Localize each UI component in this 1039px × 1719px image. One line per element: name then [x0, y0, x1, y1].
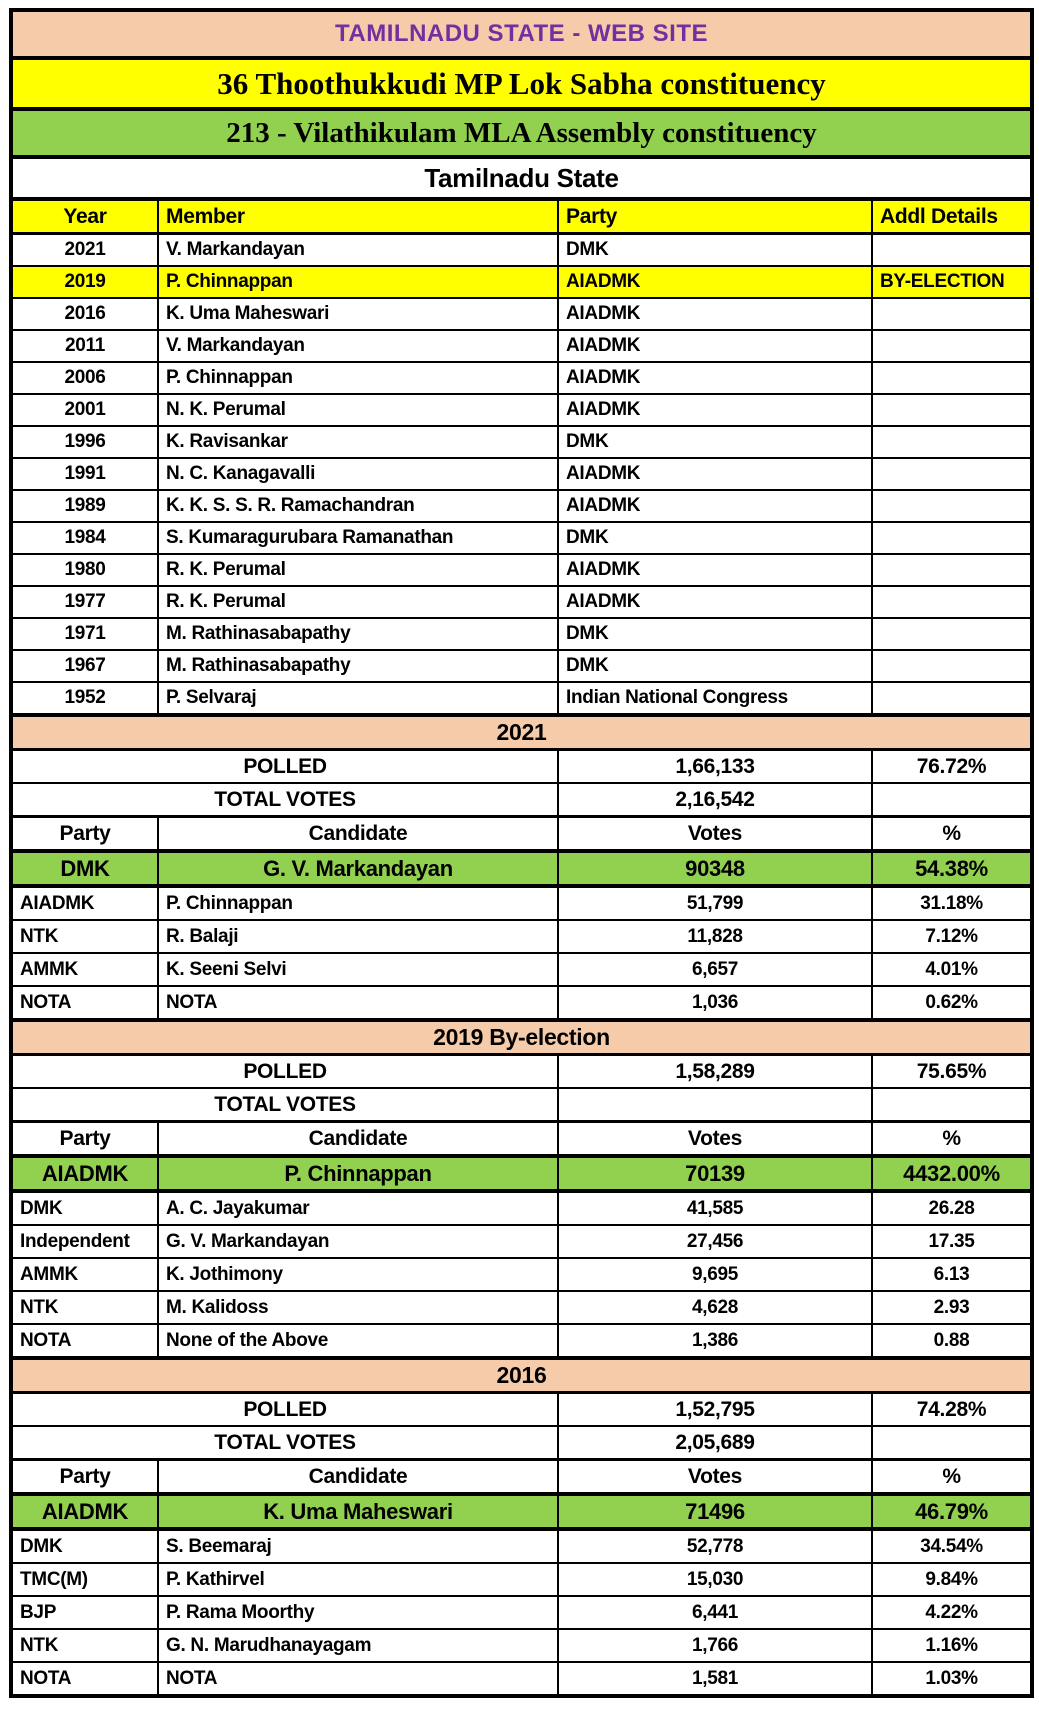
- polled-votes: 1,66,133: [558, 750, 872, 784]
- member-party-cell: AIADMK: [558, 298, 872, 330]
- candidate-party-cell: NTK: [11, 1629, 158, 1662]
- member-party-cell: DMK: [558, 522, 872, 554]
- member-row: [11, 362, 1032, 394]
- polled-pct: 76.72%: [872, 750, 1032, 784]
- candidate-party-cell: DMK: [11, 1191, 158, 1225]
- candidate-name-cell: K. Seeni Selvi: [158, 953, 558, 986]
- member-row: [11, 490, 1032, 522]
- total-votes-label: TOTAL VOTES: [11, 783, 558, 817]
- member-row: [11, 330, 1032, 362]
- candidate-name-cell: NOTA: [158, 986, 558, 1020]
- member-name-cell: N. C. Kanagavalli: [158, 458, 558, 490]
- members-header-cell: Member: [158, 199, 558, 234]
- member-name-cell: V. Markandayan: [158, 234, 558, 267]
- candidate-row: [11, 1258, 1032, 1291]
- candidate-votes-cell: 6,441: [558, 1596, 872, 1629]
- candidate-name-cell: K. Uma Maheswari: [158, 1494, 558, 1529]
- candidate-party-cell: Independent: [11, 1225, 158, 1258]
- candidate-party-cell: AIADMK: [11, 1156, 158, 1191]
- member-row: [11, 554, 1032, 586]
- member-row: [11, 618, 1032, 650]
- member-party-cell: Indian National Congress: [558, 682, 872, 715]
- candidate-row: [11, 920, 1032, 953]
- member-year-cell: 1971: [11, 618, 158, 650]
- candidate-pct-cell: 2.93: [872, 1291, 1032, 1324]
- candidate-row: [11, 1324, 1032, 1358]
- candidate-votes-cell: 71496: [558, 1494, 872, 1529]
- total-votes-label: TOTAL VOTES: [11, 1426, 558, 1460]
- member-row: [11, 650, 1032, 682]
- member-name-cell: S. Kumaragurubara Ramanathan: [158, 522, 558, 554]
- member-addl-cell: [872, 490, 1032, 522]
- candidate-name-cell: P. Kathirvel: [158, 1563, 558, 1596]
- member-row: [11, 682, 1032, 715]
- member-year-cell: 1989: [11, 490, 158, 522]
- member-row: [11, 266, 1032, 298]
- candidate-name-cell: K. Jothimony: [158, 1258, 558, 1291]
- candidate-name-cell: M. Kalidoss: [158, 1291, 558, 1324]
- polled-label: POLLED: [11, 750, 558, 784]
- member-party-cell: AIADMK: [558, 330, 872, 362]
- candidate-pct-cell: 34.54%: [872, 1529, 1032, 1563]
- member-row: [11, 394, 1032, 426]
- site-title-band: [11, 10, 1032, 58]
- total-votes-label: TOTAL VOTES: [11, 1088, 558, 1122]
- candidate-votes-cell: 1,386: [558, 1324, 872, 1358]
- member-addl-cell: [872, 394, 1032, 426]
- candidate-party-cell: BJP: [11, 1596, 158, 1629]
- candidate-row: [11, 986, 1032, 1020]
- candidate-votes-cell: 11,828: [558, 920, 872, 953]
- member-name-cell: R. K. Perumal: [158, 554, 558, 586]
- candidate-name-cell: G. V. Markandayan: [158, 851, 558, 886]
- members-header-cell: Addl Details: [872, 199, 1032, 234]
- polled-label: POLLED: [11, 1393, 558, 1427]
- candidate-pct-cell: 31.18%: [872, 886, 1032, 920]
- candidate-votes-cell: 1,036: [558, 986, 872, 1020]
- candidates-header-cell: Votes: [558, 1122, 872, 1157]
- candidate-votes-cell: 52,778: [558, 1529, 872, 1563]
- candidate-pct-cell: 17.35: [872, 1225, 1032, 1258]
- candidate-pct-cell: 6.13: [872, 1258, 1032, 1291]
- candidate-party-cell: AMMK: [11, 1258, 158, 1291]
- state-name: Tamilnadu State: [11, 157, 1032, 199]
- candidates-header-cell: Party: [11, 1122, 158, 1157]
- candidate-party-cell: AIADMK: [11, 1494, 158, 1529]
- total-votes-row: [11, 1088, 1032, 1122]
- member-year-cell: 2011: [11, 330, 158, 362]
- mla-constituency-title: 213 - Vilathikulam MLA Assembly constituency: [11, 109, 1032, 157]
- member-addl-cell: [872, 554, 1032, 586]
- site-title: TAMILNADU STATE - WEB SITE: [11, 10, 1032, 58]
- polled-pct: 74.28%: [872, 1393, 1032, 1427]
- members-header-cell: Party: [558, 199, 872, 234]
- member-addl-cell: [872, 458, 1032, 490]
- total-votes-row: [11, 783, 1032, 817]
- member-name-cell: K. Ravisankar: [158, 426, 558, 458]
- candidates-header-cell: Candidate: [158, 817, 558, 852]
- member-name-cell: M. Rathinasabapathy: [158, 650, 558, 682]
- election-year-label: 2021: [11, 715, 1032, 750]
- candidate-pct-cell: 54.38%: [872, 851, 1032, 886]
- member-addl-cell: [872, 330, 1032, 362]
- candidate-pct-cell: 46.79%: [872, 1494, 1032, 1529]
- candidate-name-cell: A. C. Jayakumar: [158, 1191, 558, 1225]
- member-party-cell: DMK: [558, 618, 872, 650]
- member-addl-cell: [872, 426, 1032, 458]
- candidate-votes-cell: 90348: [558, 851, 872, 886]
- member-addl-cell: [872, 618, 1032, 650]
- candidate-votes-cell: 9,695: [558, 1258, 872, 1291]
- member-year-cell: 1980: [11, 554, 158, 586]
- table-body: [11, 10, 1032, 1696]
- member-name-cell: V. Markandayan: [158, 330, 558, 362]
- candidate-votes-cell: 51,799: [558, 886, 872, 920]
- candidates-header-cell: Candidate: [158, 1122, 558, 1157]
- member-year-cell: 1977: [11, 586, 158, 618]
- member-name-cell: R. K. Perumal: [158, 586, 558, 618]
- winner-row: [11, 1494, 1032, 1529]
- member-addl-cell: [872, 234, 1032, 267]
- candidate-name-cell: None of the Above: [158, 1324, 558, 1358]
- candidates-header-cell: Votes: [558, 817, 872, 852]
- member-year-cell: 1991: [11, 458, 158, 490]
- member-addl-cell: BY-ELECTION: [872, 266, 1032, 298]
- member-party-cell: AIADMK: [558, 362, 872, 394]
- member-year-cell: 1967: [11, 650, 158, 682]
- candidate-party-cell: NOTA: [11, 1662, 158, 1696]
- results-table: [9, 8, 1034, 1698]
- candidate-pct-cell: 26.28: [872, 1191, 1032, 1225]
- member-row: [11, 522, 1032, 554]
- candidate-name-cell: P. Chinnappan: [158, 1156, 558, 1191]
- polled-pct: 75.65%: [872, 1055, 1032, 1089]
- members-header-cell: Year: [11, 199, 158, 234]
- member-addl-cell: [872, 362, 1032, 394]
- member-party-cell: AIADMK: [558, 586, 872, 618]
- state-name-band: [11, 157, 1032, 199]
- polled-row: [11, 750, 1032, 784]
- winner-row: [11, 1156, 1032, 1191]
- mp-constituency-title: 36 Thoothukkudi MP Lok Sabha constituency: [11, 58, 1032, 109]
- mp-constituency-band: [11, 58, 1032, 109]
- candidate-row: [11, 886, 1032, 920]
- election-year-label: 2019 By-election: [11, 1020, 1032, 1055]
- candidate-name-cell: NOTA: [158, 1662, 558, 1696]
- candidate-party-cell: NTK: [11, 920, 158, 953]
- candidate-name-cell: P. Chinnappan: [158, 886, 558, 920]
- member-year-cell: 1984: [11, 522, 158, 554]
- member-party-cell: DMK: [558, 426, 872, 458]
- member-name-cell: P. Chinnappan: [158, 266, 558, 298]
- member-party-cell: AIADMK: [558, 266, 872, 298]
- member-name-cell: M. Rathinasabapathy: [158, 618, 558, 650]
- candidate-pct-cell: 1.16%: [872, 1629, 1032, 1662]
- candidate-votes-cell: 1,766: [558, 1629, 872, 1662]
- candidates-header-row: [11, 1460, 1032, 1495]
- members-header-row: [11, 199, 1032, 234]
- polled-votes: 1,52,795: [558, 1393, 872, 1427]
- candidates-header-cell: Party: [11, 817, 158, 852]
- member-party-cell: DMK: [558, 650, 872, 682]
- member-name-cell: K. Uma Maheswari: [158, 298, 558, 330]
- total-votes-row: [11, 1426, 1032, 1460]
- member-row: [11, 298, 1032, 330]
- candidate-party-cell: DMK: [11, 1529, 158, 1563]
- candidate-name-cell: R. Balaji: [158, 920, 558, 953]
- member-addl-cell: [872, 586, 1032, 618]
- candidate-pct-cell: 4.01%: [872, 953, 1032, 986]
- candidate-party-cell: DMK: [11, 851, 158, 886]
- candidate-party-cell: NOTA: [11, 986, 158, 1020]
- member-addl-cell: [872, 522, 1032, 554]
- polled-votes: 1,58,289: [558, 1055, 872, 1089]
- candidate-pct-cell: 9.84%: [872, 1563, 1032, 1596]
- member-addl-cell: [872, 682, 1032, 715]
- candidate-row: [11, 1191, 1032, 1225]
- candidate-name-cell: G. V. Markandayan: [158, 1225, 558, 1258]
- candidate-name-cell: S. Beemaraj: [158, 1529, 558, 1563]
- polled-row: [11, 1393, 1032, 1427]
- winner-row: [11, 851, 1032, 886]
- candidates-header-cell: Votes: [558, 1460, 872, 1495]
- candidate-pct-cell: 4.22%: [872, 1596, 1032, 1629]
- member-year-cell: 2006: [11, 362, 158, 394]
- candidate-row: [11, 1225, 1032, 1258]
- candidate-pct-cell: 0.88: [872, 1324, 1032, 1358]
- member-party-cell: AIADMK: [558, 394, 872, 426]
- member-addl-cell: [872, 298, 1032, 330]
- election-year-band: [11, 715, 1032, 750]
- total-votes-value: 2,16,542: [558, 783, 872, 817]
- candidate-row: [11, 953, 1032, 986]
- candidate-pct-cell: 0.62%: [872, 986, 1032, 1020]
- member-row: [11, 426, 1032, 458]
- candidates-header-cell: Candidate: [158, 1460, 558, 1495]
- member-year-cell: 1952: [11, 682, 158, 715]
- total-votes-pct: [872, 1426, 1032, 1460]
- election-year-label: 2016: [11, 1358, 1032, 1393]
- total-votes-value: [558, 1088, 872, 1122]
- candidates-header-row: [11, 817, 1032, 852]
- candidate-pct-cell: 4432.00%: [872, 1156, 1032, 1191]
- candidates-header-cell: %: [872, 1122, 1032, 1157]
- polled-row: [11, 1055, 1032, 1089]
- candidate-votes-cell: 4,628: [558, 1291, 872, 1324]
- candidate-row: [11, 1529, 1032, 1563]
- member-party-cell: AIADMK: [558, 490, 872, 522]
- member-year-cell: 1996: [11, 426, 158, 458]
- candidates-header-cell: Party: [11, 1460, 158, 1495]
- candidate-row: [11, 1291, 1032, 1324]
- member-name-cell: P. Selvaraj: [158, 682, 558, 715]
- member-row: [11, 234, 1032, 267]
- candidate-row: [11, 1563, 1032, 1596]
- candidates-header-cell: %: [872, 817, 1032, 852]
- candidate-party-cell: NTK: [11, 1291, 158, 1324]
- member-year-cell: 2016: [11, 298, 158, 330]
- election-year-band: [11, 1358, 1032, 1393]
- candidate-row: [11, 1629, 1032, 1662]
- total-votes-pct: [872, 783, 1032, 817]
- member-party-cell: AIADMK: [558, 554, 872, 586]
- candidate-votes-cell: 41,585: [558, 1191, 872, 1225]
- member-row: [11, 586, 1032, 618]
- candidate-party-cell: AMMK: [11, 953, 158, 986]
- candidate-pct-cell: 7.12%: [872, 920, 1032, 953]
- polled-label: POLLED: [11, 1055, 558, 1089]
- mla-constituency-band: [11, 109, 1032, 157]
- candidate-votes-cell: 15,030: [558, 1563, 872, 1596]
- candidate-name-cell: G. N. Marudhanayagam: [158, 1629, 558, 1662]
- candidate-pct-cell: 1.03%: [872, 1662, 1032, 1696]
- member-year-cell: 2019: [11, 266, 158, 298]
- election-year-band: [11, 1020, 1032, 1055]
- member-name-cell: K. K. S. S. R. Ramachandran: [158, 490, 558, 522]
- member-year-cell: 2021: [11, 234, 158, 267]
- candidate-party-cell: TMC(M): [11, 1563, 158, 1596]
- member-addl-cell: [872, 650, 1032, 682]
- candidate-party-cell: AIADMK: [11, 886, 158, 920]
- member-name-cell: N. K. Perumal: [158, 394, 558, 426]
- candidates-header-cell: %: [872, 1460, 1032, 1495]
- candidate-votes-cell: 70139: [558, 1156, 872, 1191]
- member-row: [11, 458, 1032, 490]
- candidate-name-cell: P. Rama Moorthy: [158, 1596, 558, 1629]
- candidate-row: [11, 1596, 1032, 1629]
- candidate-row: [11, 1662, 1032, 1696]
- total-votes-pct: [872, 1088, 1032, 1122]
- candidate-votes-cell: 1,581: [558, 1662, 872, 1696]
- member-name-cell: P. Chinnappan: [158, 362, 558, 394]
- candidates-header-row: [11, 1122, 1032, 1157]
- candidate-votes-cell: 6,657: [558, 953, 872, 986]
- member-party-cell: DMK: [558, 234, 872, 267]
- candidate-party-cell: NOTA: [11, 1324, 158, 1358]
- member-year-cell: 2001: [11, 394, 158, 426]
- member-party-cell: AIADMK: [558, 458, 872, 490]
- total-votes-value: 2,05,689: [558, 1426, 872, 1460]
- candidate-votes-cell: 27,456: [558, 1225, 872, 1258]
